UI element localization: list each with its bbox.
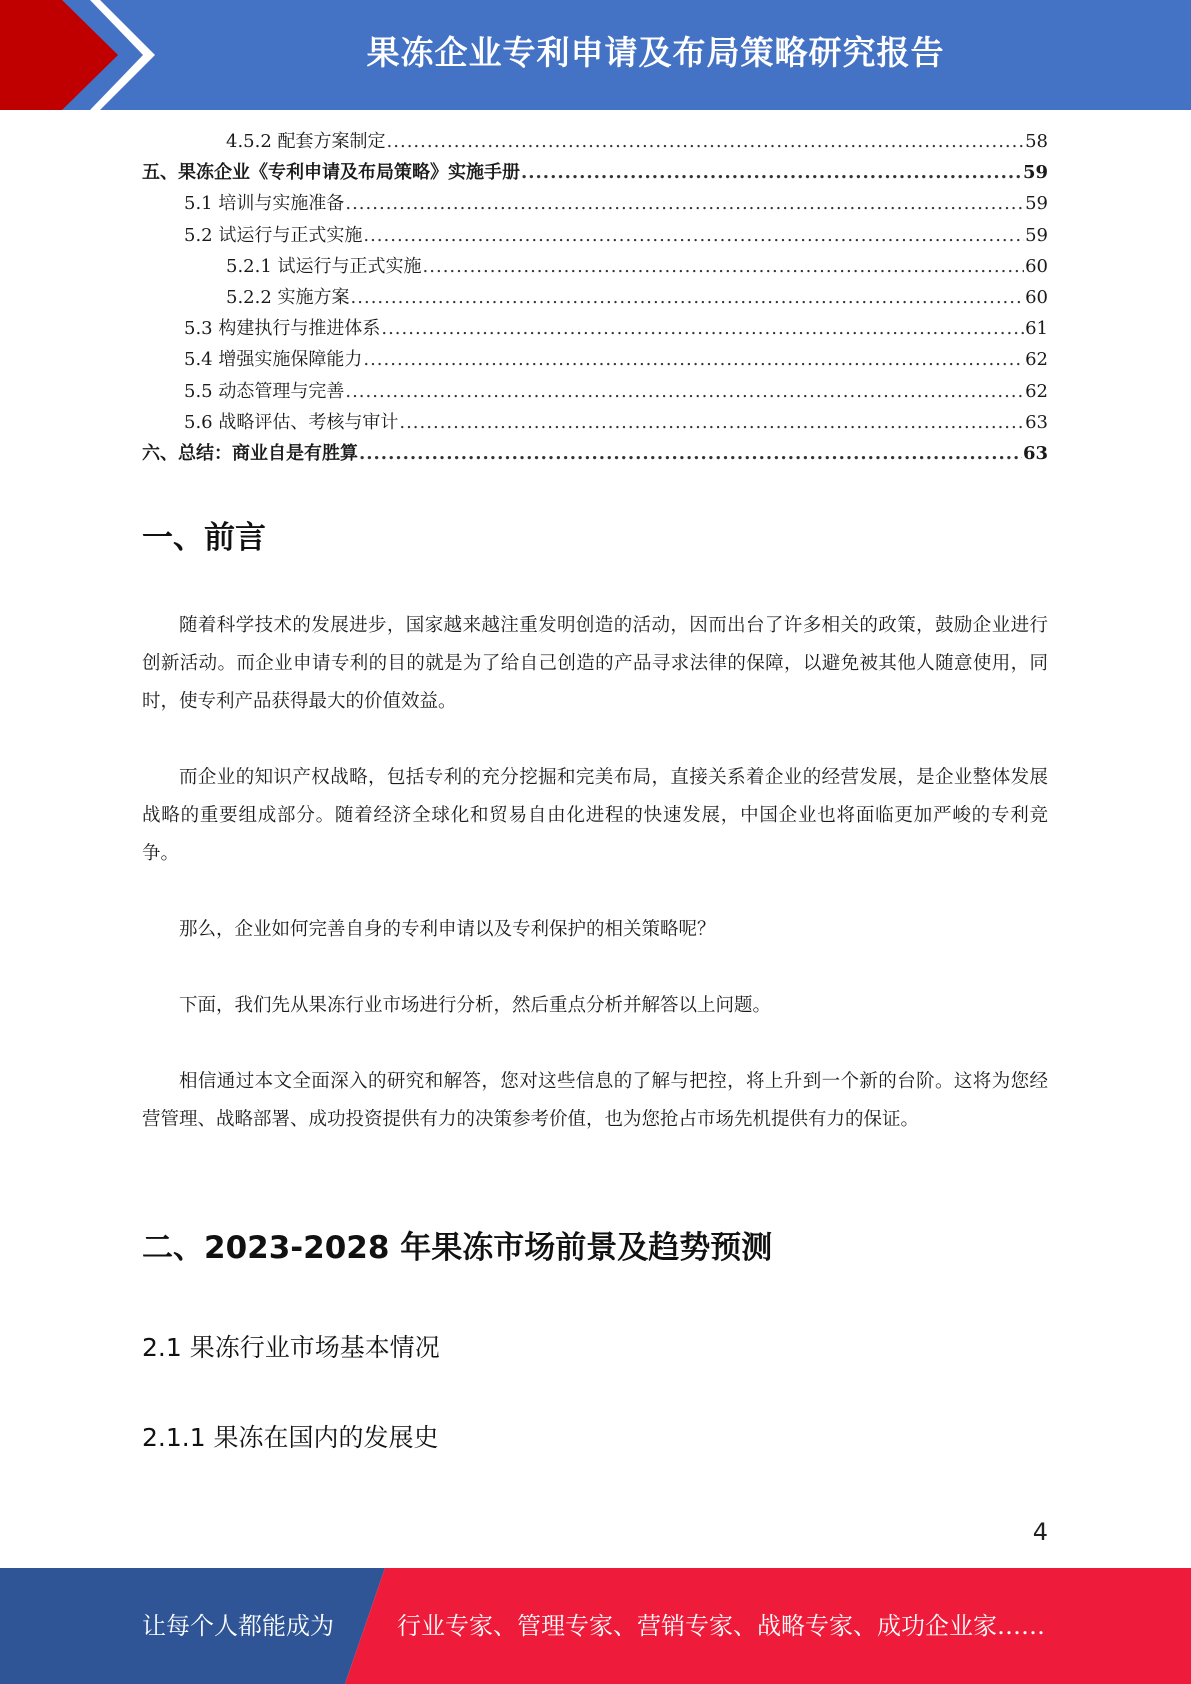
toc-page-number: 60 [1025, 255, 1048, 277]
toc-entry-label: 六、总结：商业自是有胜算 [142, 442, 358, 464]
header-title: 果冻企业专利申请及布局策略研究报告 [366, 33, 945, 72]
toc-dot-leader [381, 318, 1024, 339]
paragraph-1: 随着科学技术的发展进步，国家越来越注重发明创造的活动，因而出台了许多相关的政策，鼓励企业进行创新活动。而企业申请专利的目的就是为了给自己创造的产品寻求法律的保障，以避免被其他人随意使用，同时，使专利产品获得最大的价值效益。 [142, 615, 1048, 712]
toc-entry[interactable] [142, 283, 1048, 314]
toc-entry[interactable] [142, 439, 1048, 470]
toc-page-number: 62 [1025, 380, 1048, 402]
toc-entry-label: 5.4 增强实施保障能力 [184, 349, 363, 371]
toc-dot-leader [399, 412, 1024, 433]
page-footer [0, 1568, 1191, 1684]
footer-slogan-left: 让每个人都能成为 [142, 1612, 334, 1640]
footer-slogan-right: 行业专家、管理专家、营销专家、战略专家、成功企业家…… [397, 1612, 1045, 1640]
paragraph-5: 相信通过本文全面深入的研究和解答，您对这些信息的了解与把控，将上升到一个新的台阶。这将为您经营管理、战略部署、成功投资提供有力的决策参考价值，也为您抢占市场先机提供有力的保证。 [142, 1071, 1048, 1130]
toc-entry-label: 5.2.2 实施方案 [226, 286, 350, 308]
toc-page-number: 58 [1025, 131, 1048, 152]
toc-entry-label: 5.5 动态管理与完善 [184, 380, 345, 402]
table-of-contents [142, 127, 1048, 470]
toc-page-number: 59 [1025, 193, 1048, 215]
toc-dot-leader [423, 256, 1025, 277]
toc-entry[interactable] [142, 221, 1048, 252]
toc-dot-leader [363, 225, 1024, 246]
toc-page-number: 63 [1025, 411, 1048, 433]
toc-page-number: 60 [1025, 286, 1048, 308]
header-arrow-decoration [0, 0, 170, 110]
toc-entry[interactable] [142, 189, 1048, 220]
toc-dot-leader [359, 443, 1022, 464]
paragraph-2: 而企业的知识产权战略，包括专利的充分挖掘和完美布局，直接关系着企业的经营发展，是企业整体发展战略的重要组成部分。随着经济全球化和贸易自由化进程的快速发展，中国企业也将面临更加严峻的专利竞争。 [142, 767, 1048, 864]
toc-entry[interactable] [142, 408, 1048, 439]
toc-page-number: 61 [1025, 318, 1048, 340]
toc-entry[interactable] [142, 314, 1048, 345]
page-number: 4 [1032, 1518, 1048, 1546]
toc-dot-leader [363, 349, 1024, 370]
toc-dot-leader [521, 162, 1022, 183]
toc-page-number: 63 [1022, 442, 1048, 464]
toc-entry-label: 5.2.1 试运行与正式实施 [226, 255, 422, 277]
toc-entry-label: 5.1 培训与实施准备 [184, 193, 345, 215]
sub-heading-2-1: 2.1 果冻行业市场基本情况 [142, 1333, 440, 1362]
market-heading: 二、2023-2028 年果冻市场前景及趋势预测 [142, 1230, 773, 1266]
toc-entry[interactable] [142, 158, 1048, 189]
toc-entry[interactable] [142, 127, 1048, 158]
toc-entry-label: 5.3 构建执行与推进体系 [184, 318, 381, 340]
toc-dot-leader [345, 381, 1024, 402]
toc-entry-label: 5.2 试运行与正式实施 [184, 224, 363, 246]
toc-dot-leader [345, 193, 1024, 214]
toc-entry-label: 4.5.2 配套方案制定 [226, 131, 386, 152]
toc-entry[interactable] [142, 345, 1048, 376]
preface-heading: 一、前言 [142, 520, 266, 556]
toc-page-number: 62 [1025, 349, 1048, 371]
toc-page-number: 59 [1025, 224, 1048, 246]
toc-page-number: 59 [1022, 162, 1048, 184]
toc-entry[interactable] [142, 252, 1048, 283]
toc-entry[interactable] [142, 377, 1048, 408]
paragraph-4: 下面，我们先从果冻行业市场进行分析，然后重点分析并解答以上问题。 [179, 995, 772, 1016]
toc-dot-leader [351, 287, 1025, 308]
page-header [0, 0, 1191, 110]
toc-entry-label: 5.6 战略评估、考核与审计 [184, 411, 399, 433]
paragraph-3: 那么，企业如何完善自身的专利申请以及专利保护的相关策略呢？ [179, 919, 716, 940]
toc-dot-leader [387, 131, 1025, 152]
toc-entry-label: 五、果冻企业《专利申请及布局策略》实施手册 [142, 162, 520, 184]
sub-heading-2-1-1: 2.1.1 果冻在国内的发展史 [142, 1423, 439, 1452]
